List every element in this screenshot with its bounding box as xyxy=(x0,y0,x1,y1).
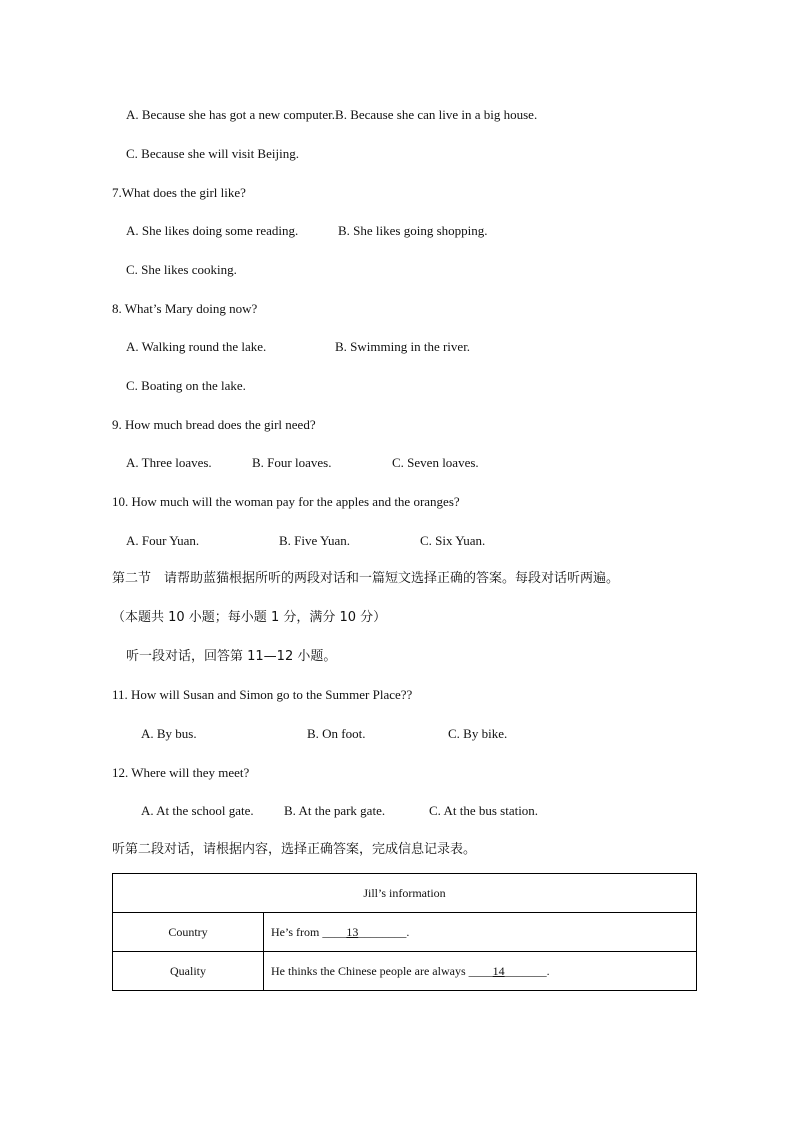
row-label-quality: Quality xyxy=(113,952,264,991)
blank-14[interactable]: ____14_______ xyxy=(468,963,547,978)
section-2-heading: 第二节 请帮助蓝猫根据所听的两段对话和一篇短文选择正确的答案。每段对话听两遍。 xyxy=(112,571,620,586)
question-11: 11. How will Susan and Simon go to the Summer Place?? xyxy=(112,687,413,702)
table-header-row xyxy=(113,874,697,913)
option-12a: A. At the school gate. xyxy=(141,803,254,818)
dialog-2-intro: 听第二段对话，请根据内容，选择正确答案，完成信息记录表。 xyxy=(112,842,477,857)
blank-14-number: 14 xyxy=(492,963,505,978)
option-9c: C. Seven loaves. xyxy=(392,455,479,470)
country-prefix: He’s from xyxy=(271,924,323,939)
option-6c: C. Because she will visit Beijing. xyxy=(126,146,299,161)
question-9: 9. How much bread does the girl need? xyxy=(112,417,316,432)
option-8c: C. Boating on the lake. xyxy=(126,378,246,393)
option-7a: A. She likes doing some reading. xyxy=(126,223,299,238)
row-content-country: He’s from ____13________. xyxy=(264,913,697,952)
option-6a: A. Because she has got a new computer. xyxy=(126,107,336,122)
table-row xyxy=(113,913,697,952)
option-10a: A. Four Yuan. xyxy=(126,533,200,548)
option-7b: B. She likes going shopping. xyxy=(338,223,488,238)
table-title: Jill’s information xyxy=(113,874,697,913)
question-7: 7.What does the girl like? xyxy=(112,185,246,200)
question-12: 12. Where will they meet? xyxy=(112,765,250,780)
option-10b: B. Five Yuan. xyxy=(279,533,351,548)
option-8a: A. Walking round the lake. xyxy=(126,339,267,354)
row-content-quality: He thinks the Chinese people are always ____14_______. xyxy=(264,952,697,991)
row-label-country: Country xyxy=(113,913,264,952)
question-8: 8. What’s Mary doing now? xyxy=(112,301,258,316)
quality-prefix: He thinks the Chinese people are always xyxy=(271,963,469,978)
dialog-1-intro: 听一段对话，回答第 11—12 小题。 xyxy=(126,649,337,664)
info-record-table xyxy=(112,873,697,991)
option-8b: B. Swimming in the river. xyxy=(335,339,471,354)
option-6b: B. Because she can live in a big house. xyxy=(335,107,538,122)
option-7c: C. She likes cooking. xyxy=(126,262,237,277)
question-6-options-row1 xyxy=(126,107,537,123)
option-9a: A. Three loaves. xyxy=(126,455,212,470)
section-2-scoring: （本题共 10 小题；每小题 1 分，满分 10 分） xyxy=(112,610,387,625)
table-row xyxy=(113,952,697,991)
option-12c: C. At the bus station. xyxy=(429,803,539,818)
blank-13-number: 13 xyxy=(346,924,359,939)
option-11a: A. By bus. xyxy=(141,726,197,741)
option-12b: B. At the park gate. xyxy=(284,803,386,818)
blank-13[interactable]: ____13________ xyxy=(322,924,407,939)
option-11b: B. On foot. xyxy=(307,726,366,741)
option-10c: C. Six Yuan. xyxy=(420,533,486,548)
option-9b: B. Four loaves. xyxy=(252,455,332,470)
question-10: 10. How much will the woman pay for the apples and the oranges? xyxy=(112,494,460,509)
option-11c: C. By bike. xyxy=(448,726,508,741)
